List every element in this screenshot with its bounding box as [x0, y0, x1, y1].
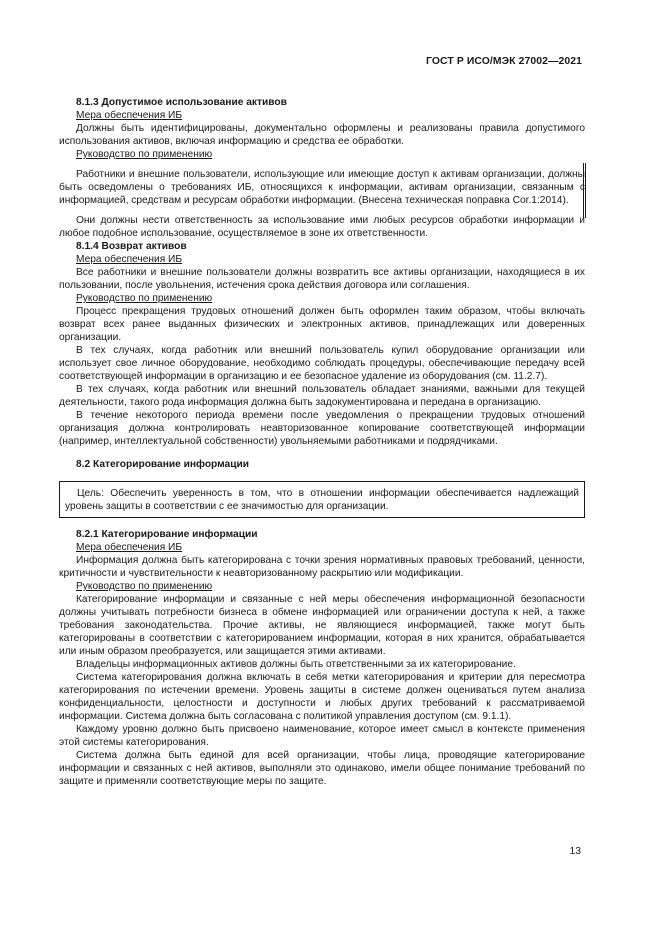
goal-box — [59, 481, 585, 518]
page-body — [59, 96, 585, 788]
measure-label: Мера обеспечения ИБ — [76, 254, 183, 265]
paragraph: Работники и внешние пользователи, использующие или имеющие доступ к активам организации, должны быть осведомлены о требованиях ИБ, относящихся к информации, активам организации, связанным с информацией, средствам и ресурсам обработки информации. (Внесена техническая поправка Cor.1:2014). — [59, 169, 585, 206]
paragraph: В тех случаях, когда работник или внешний пользователь купил оборудование организации или использует свое личное оборудование, необходимо соблюдать процедуры, обеспечивающие передачу всей соответствующей информации в организацию и ее безопасное удаление из оборудования (см. 11.2.7). — [59, 345, 585, 382]
paragraph: Система категорирования должна включать в себя метки категорирования и критерии для пересмотра категорирования по истечении времени. Уровень защиты в системе должен оцениваться путем анализа конфиденциальности, целостности и доступности и любых других требований к рассматриваемой информации. Система должна быть согласована с политикой управления доступом (см. 9.1.1). — [59, 672, 585, 722]
guidance-label: Руководство по применению — [76, 581, 213, 592]
measure-text: Все работники и внешние пользователи должны возвратить все активы организации, находящиеся в их пользовании, после увольнения, истечения срока действия договора или соглашения. — [59, 267, 585, 291]
guidance-label: Руководство по применению — [76, 293, 213, 304]
goal-text: Цель: Обеспечить уверенность в том, что в отношении информации обеспечивается надлежащий уровень защиты в соответствии с ее значимостью для организации. — [65, 488, 579, 512]
section-8-1-3-title: 8.1.3 Допустимое использование активов — [76, 97, 287, 108]
paragraph: Процесс прекращения трудовых отношений должен быть оформлен таким образом, чтобы включать возврат всех ранее выданных физических и электронных активов, принадлежащих или доверенных организации. — [59, 306, 585, 343]
measure-label: Мера обеспечения ИБ — [76, 542, 183, 553]
measure-text: Информация должна быть категорирована с точки зрения нормативных правовых требований, ценности, критичности и чувствительности к неавторизованному раскрытию или модификации. — [59, 555, 585, 579]
page-number: 13 — [569, 846, 581, 857]
paragraph: Они должны нести ответственность за использование ими любых ресурсов обработки информации и любое подобное использование, осуществляемое в зоне их ответственности. — [59, 215, 585, 239]
section-8-1-4-title: 8.1.4 Возврат активов — [76, 241, 187, 252]
measure-text: Должны быть идентифицированы, документально оформлены и реализованы правила допустимого использования активов, включая информацию и средства ее обработки. — [59, 123, 585, 147]
paragraph: В течение некоторого периода времени после уведомления о прекращении трудовых отношений организация должна контролировать неавторизованное копирование соответствующей информации (например, интеллектуальной собственности) увольняемыми работниками и подрядчиками. — [59, 410, 585, 447]
doc-header-code: ГОСТ Р ИСО/МЭК 27002—2021 — [426, 56, 582, 67]
section-8-2-title: 8.2 Категорирование информации — [76, 459, 249, 470]
paragraph: Владельцы информационных активов должны быть ответственными за их категорирование. — [76, 659, 516, 670]
paragraph: В тех случаях, когда работник или внешний пользователь обладает знаниями, важными для текущей деятельности, такого рода информация должна быть задокументирована и передана в организацию. — [59, 384, 585, 408]
measure-label: Мера обеспечения ИБ — [76, 110, 183, 121]
section-8-2-1-title: 8.2.1 Категорирование информации — [76, 529, 258, 540]
paragraph: Система должна быть единой для всей организации, чтобы лица, проводящие категорирование информации и связанных с ней активов, выполняли это одинаково, имели общее понимание требований по защите и применяли соответствующие меры по защите. — [59, 750, 585, 787]
guidance-label: Руководство по применению — [76, 149, 213, 160]
paragraph: Категорирование информации и связанные с ней меры обеспечения информационной безопасности должны учитывать потребности бизнеса в обмене информацией или ограничении доступа к ней, а также требования законодательства. Прочие активы, не являющиеся информацией, также могут быть категорированы в соответствии с категорированием информации, которая в них хранится, обрабатывается или иным образом преобразуется, или защищается этими активами. — [59, 594, 585, 657]
paragraph: Каждому уровню должно быть присвоено наименование, которое имеет смысл в контексте применения этой системы категорирования. — [59, 724, 585, 748]
